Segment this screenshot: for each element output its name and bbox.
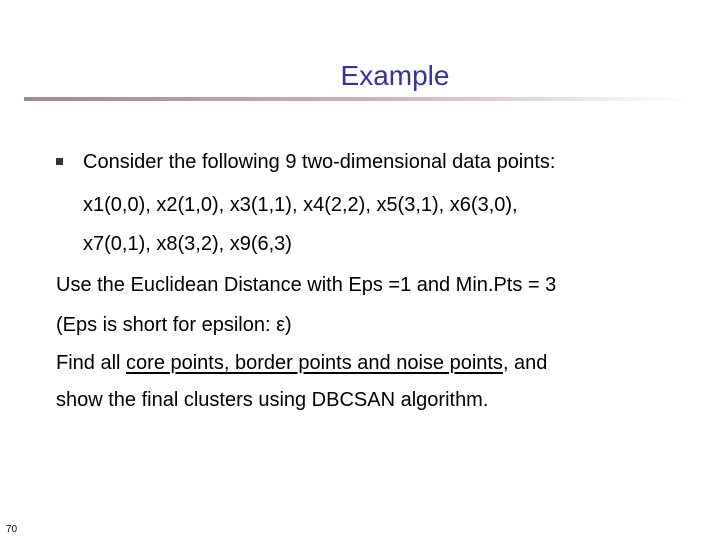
task-underlined-terms: core points, border points and noise points [126, 352, 503, 374]
task-suffix: , and [502, 352, 548, 374]
task-line-2: show the final clusters using DBCSAN algorithm. [56, 389, 489, 411]
bullet-text-intro: Consider the following 9 two-dimensional data points: [83, 151, 556, 173]
page-number: 70 [6, 524, 18, 535]
task-line-1 [56, 351, 547, 375]
title-divider [24, 97, 688, 101]
epsilon-note: (Eps is short for epsilon: ε) [56, 314, 292, 336]
data-points-line-2: x7(0,1), x8(3,2), x9(6,3) [83, 233, 292, 255]
parameters-line: Use the Euclidean Distance with Eps =1 and Min.Pts = 3 [56, 274, 557, 296]
task-prefix: Find all [56, 352, 127, 374]
square-bullet-icon [56, 158, 63, 165]
data-points-line-1: x1(0,0), x2(1,0), x3(1,1), x4(2,2), x5(3,1), x6(3,0), [83, 194, 518, 216]
slide-title: Example [340, 60, 450, 91]
